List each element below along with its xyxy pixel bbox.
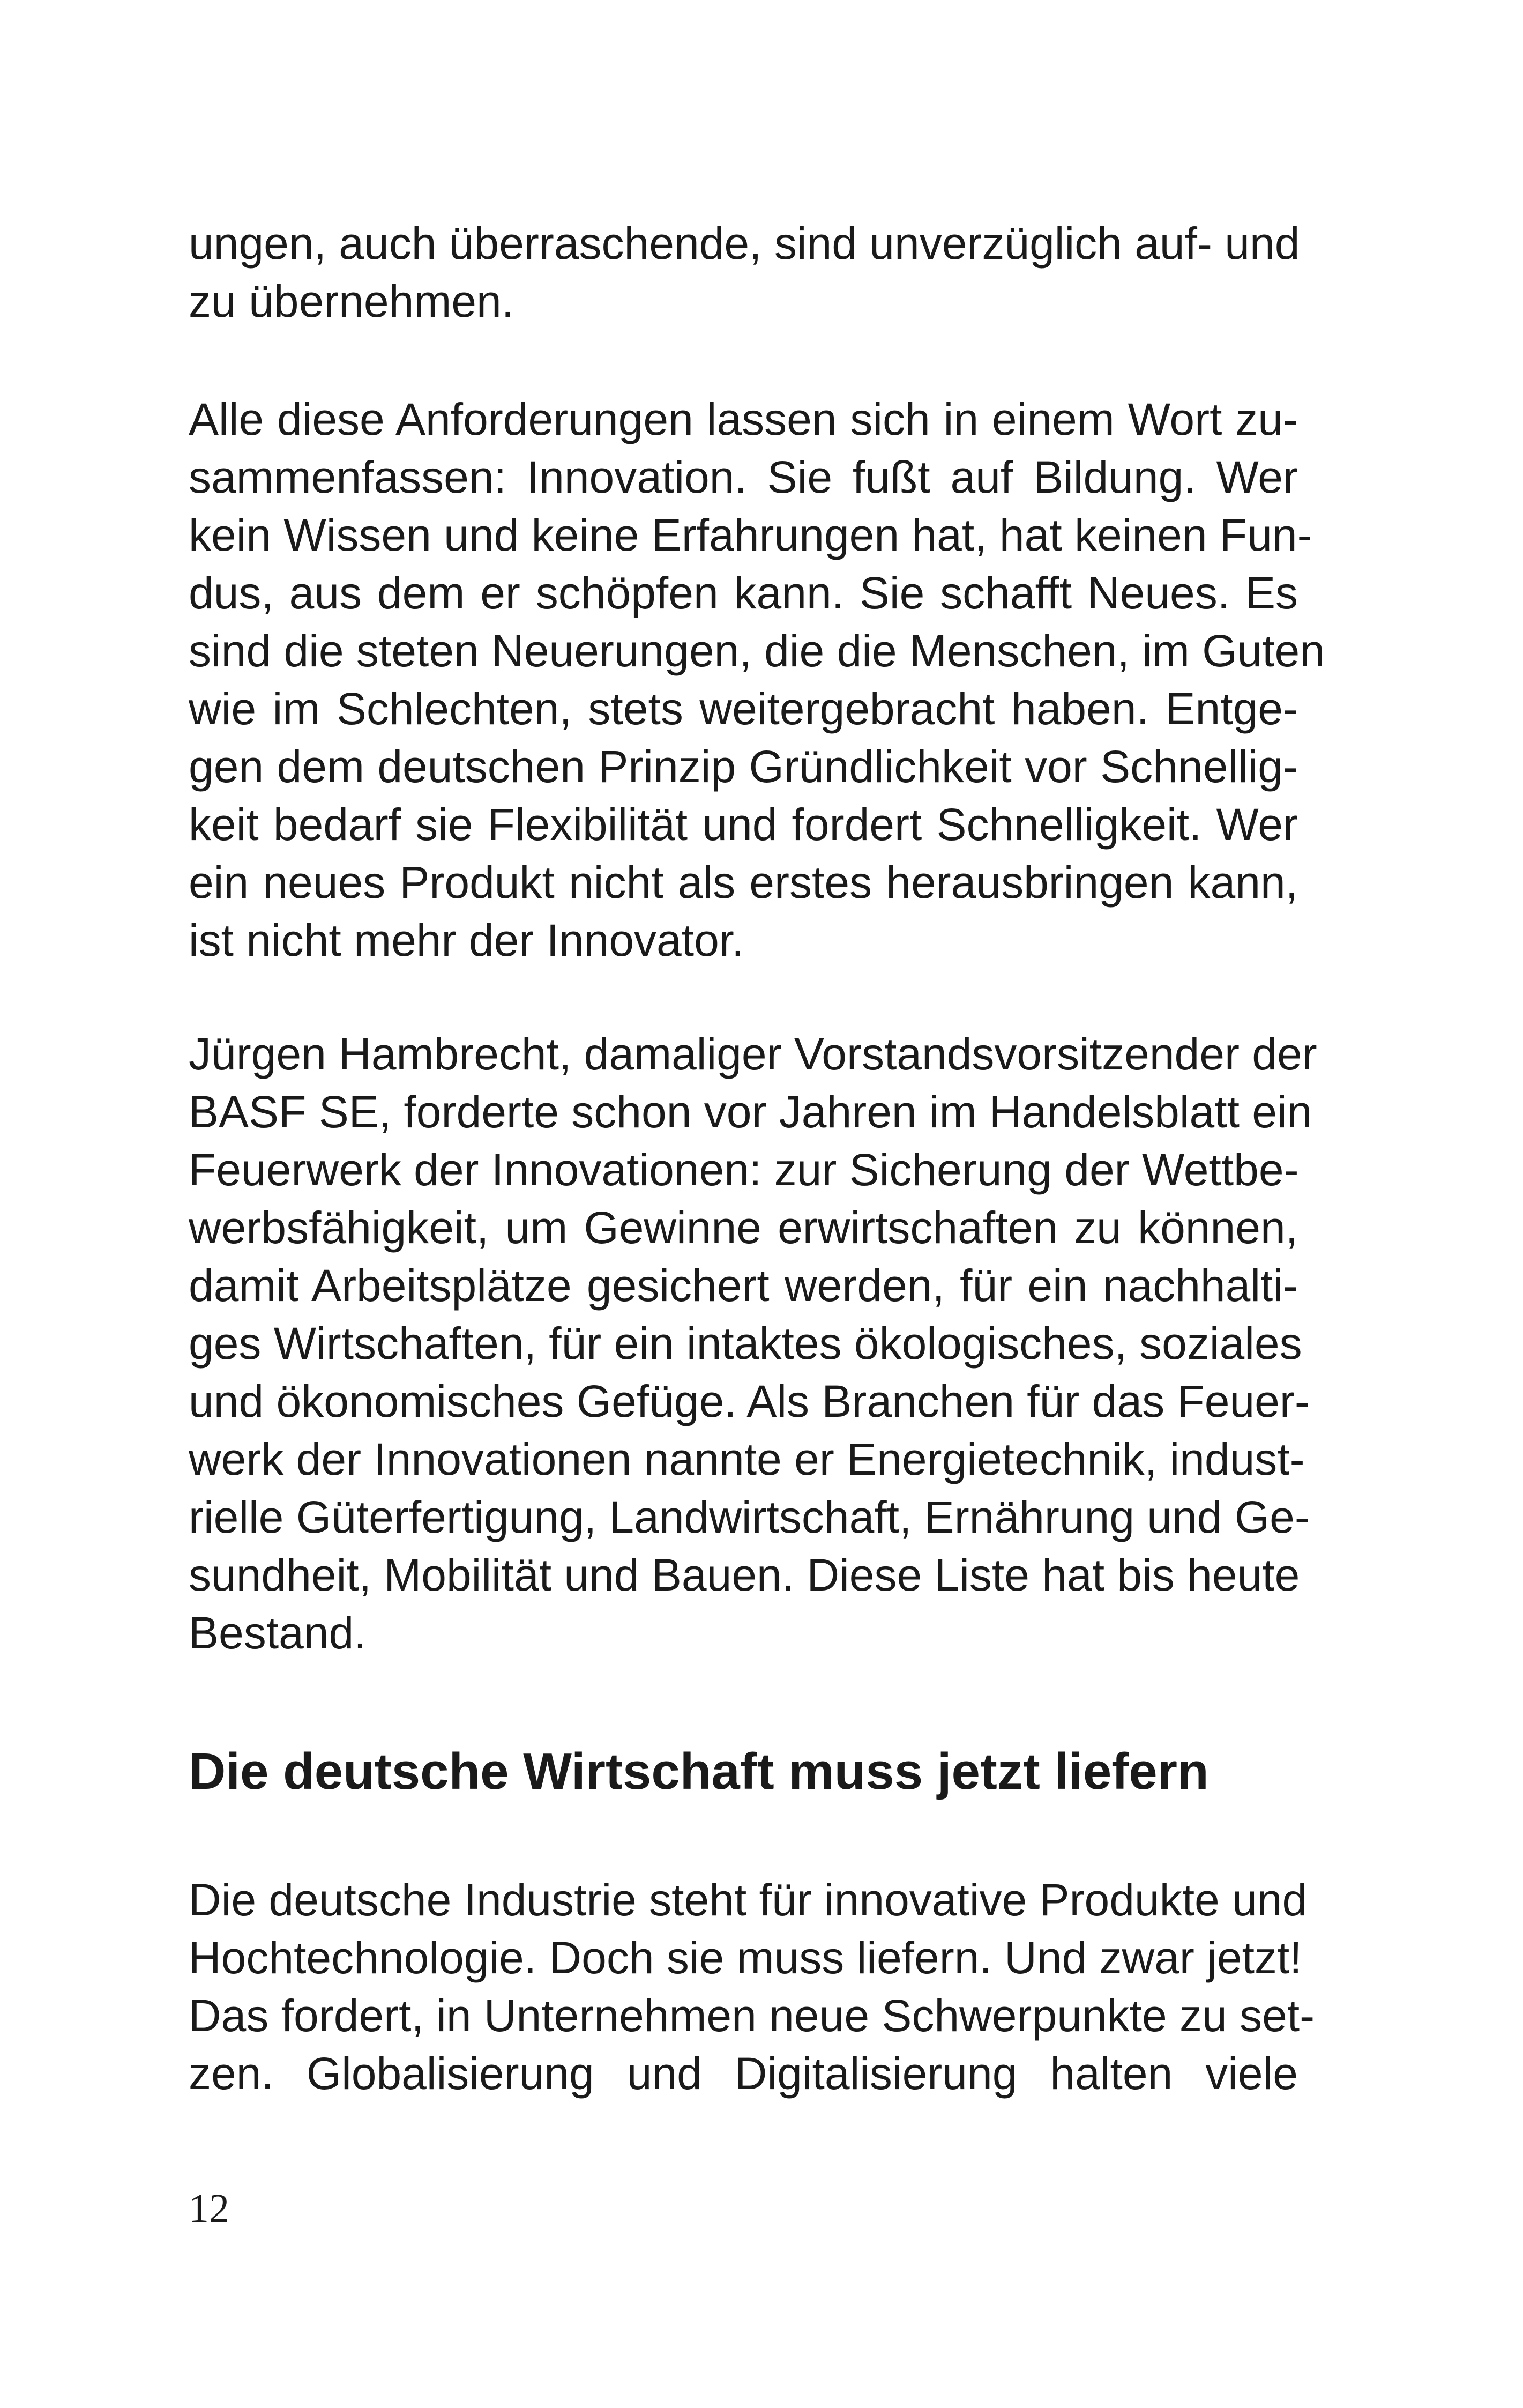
text-line: Jürgen Hambrecht, damaliger Vorstandsvorsitzender der — [189, 1029, 1317, 1079]
text-line: Die deutsche Industrie steht für innovative Produkte und — [189, 1875, 1308, 1925]
text-line: ges Wirtschaften, für ein intaktes ökologisches, soziales — [189, 1318, 1302, 1369]
text-line: damit Arbeitsplätze gesichert werden, für ein nachhalti- — [189, 1260, 1298, 1311]
text-line: sammenfassen: Innovation. Sie fußt auf Bildung. Wer — [189, 452, 1298, 502]
paragraph-2 — [189, 390, 1325, 969]
section-heading: Die deutsche Wirtschaft muss jetzt liefern — [189, 1743, 1209, 1800]
text-line: wie im Schlechten, stets weitergebracht haben. Entge- — [189, 683, 1298, 734]
text-line: ein neues Produkt nicht als erstes herausbringen kann, — [189, 857, 1298, 908]
text-line: kein Wissen und keine Erfahrungen hat, hat keinen Fun- — [189, 510, 1312, 560]
text-line: ist nicht mehr der Innovator. — [189, 915, 744, 965]
text-line: werk der Innovationen nannte er Energietechnik, indust- — [189, 1434, 1305, 1484]
text-line: zu übernehmen. — [189, 276, 514, 326]
paragraph-4 — [189, 1871, 1315, 2102]
text-line: Bestand. — [189, 1608, 367, 1658]
paragraph-3 — [189, 1025, 1317, 1662]
text-line: Hochtechnologie. Doch sie muss liefern. Und zwar jetzt! — [189, 1933, 1302, 1983]
paragraph-1 — [189, 214, 1298, 330]
text-line: zen. Globalisierung und Digitalisierung halten viele — [189, 2048, 1298, 2099]
text-line: ungen, auch überraschende, sind unverzüglich auf- und — [189, 218, 1300, 269]
text-line: sind die steten Neuerungen, die die Menschen, im Guten — [189, 626, 1325, 676]
page-number: 12 — [189, 2186, 229, 2231]
text-line: dus, aus dem er schöpfen kann. Sie schafft Neues. Es — [189, 568, 1298, 618]
text-line: gen dem deutschen Prinzip Gründlichkeit vor Schnellig- — [189, 741, 1298, 792]
text-line: und ökonomisches Gefüge. Als Branchen für das Feuer- — [189, 1376, 1310, 1426]
text-line: keit bedarf sie Flexibilität und fordert Schnelligkeit. Wer — [189, 799, 1298, 850]
text-line: sundheit, Mobilität und Bauen. Diese Liste hat bis heute — [189, 1550, 1300, 1600]
text-line: BASF SE, forderte schon vor Jahren im Handelsblatt ein — [189, 1087, 1312, 1137]
text-line: Das fordert, in Unternehmen neue Schwerpunkte zu set- — [189, 1990, 1315, 2041]
text-line: Feuerwerk der Innovationen: zur Sicherung der Wettbe- — [189, 1144, 1299, 1195]
text-line: werbsfähigkeit, um Gewinne erwirtschaften zu können, — [189, 1202, 1298, 1253]
text-line: Alle diese Anforderungen lassen sich in einem Wort zu- — [189, 394, 1298, 444]
text-line: rielle Güterfertigung, Landwirtschaft, Ernährung und Ge- — [189, 1492, 1310, 1542]
